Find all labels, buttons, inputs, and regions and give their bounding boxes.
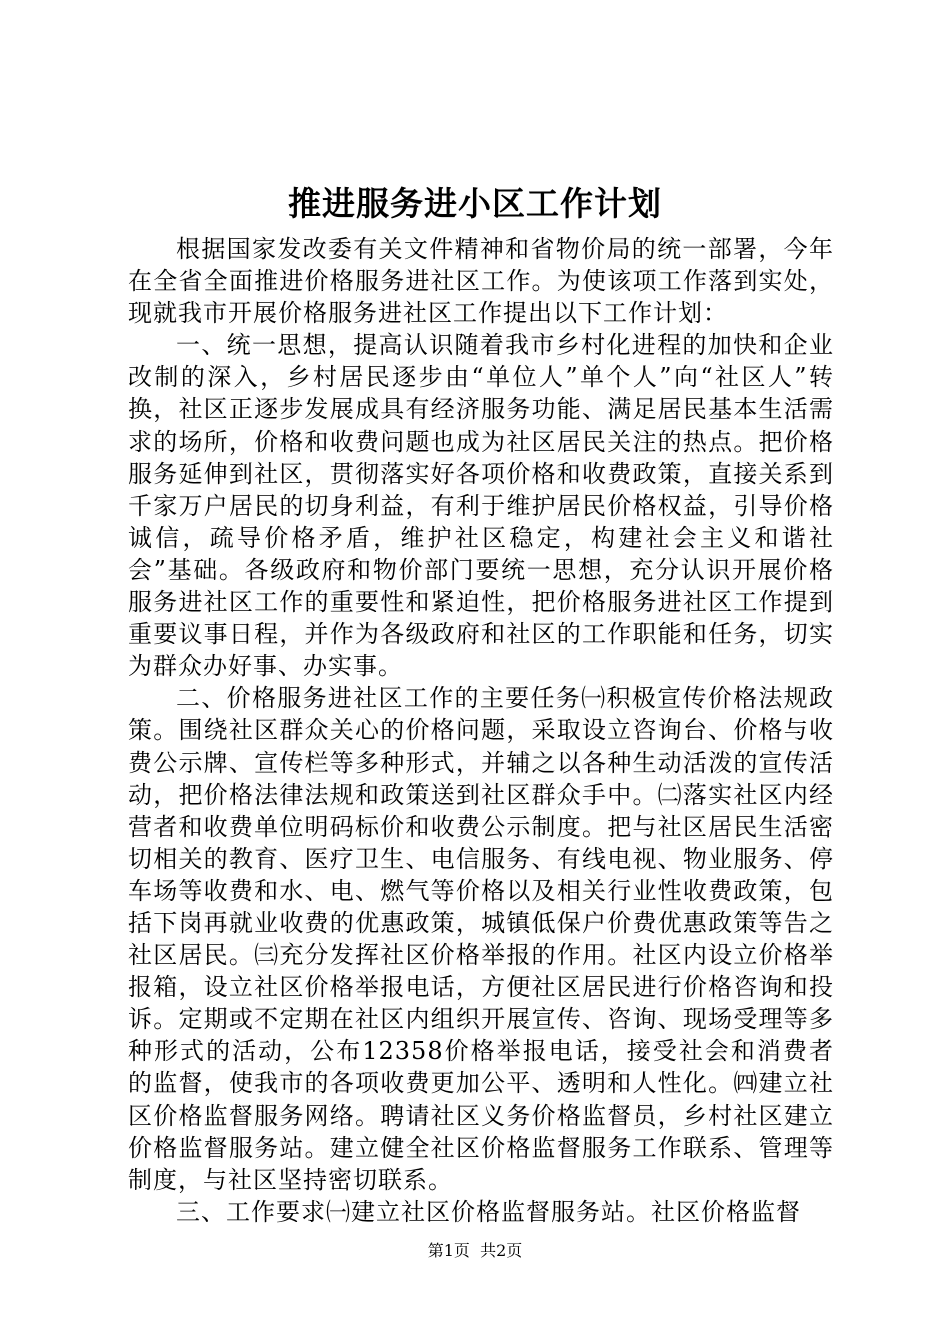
document-title: 推进服务进小区工作计划 [288, 184, 662, 223]
paragraph-intro: 根据国家发改委有关文件精神和省物价局的统一部署，今年在全省全面推进价格服务进社区工作。为使该项工作落到实处，现就我市开展价格服务进社区工作提出以下工作计划： [128, 235, 834, 328]
footer-separator [470, 1241, 480, 1260]
document-body [128, 233, 834, 1228]
page-total: 共2页 [480, 1241, 523, 1260]
paragraph-section-3: 三、工作要求㈠建立社区价格监督服务站。社区价格监督 [176, 1197, 801, 1226]
page-number: 第1页 [427, 1241, 470, 1260]
paragraph-section-1: 一、统一思想，提高认识随着我市乡村化进程的加快和企业改制的深入，乡村居民逐步由“单位人”单个人”向“社区人”转换，社区正逐步发展成具有经济服务功能、满足居民基本生活需求的场所，价格和收费问题也成为社区居民关注的热点。把价格服务延伸到社区，贯彻落实好各项价格和收费政策，直接关系到千家万户居民的切身利益，有利于维护居民价格权益，引导价格诚信，疏导价格矛盾，维护社区稳定，构建社会主义和谐社会”基础。各级政府和物价部门要统一思想，充分认识开展价格服务进社区工作的重要性和紧迫性，把价格服务进社区工作提到重要议事日程，并作为各级政府和社区的工作职能和任务，切实为群众办好事、办实事。 [128, 331, 834, 681]
paragraph-section-2: 二、价格服务进社区工作的主要任务㈠积极宣传价格法规政策。围绕社区群众关心的价格问题，采取设立咨询台、价格与收费公示牌、宣传栏等多种形式，并辅之以各种生动活泼的宣传活动，把价格法律法规和政策送到社区群众手中。㈡落实社区内经营者和收费单位明码标价和收费公示制度。把与社区居民生活密切相关的教育、医疗卫生、电信服务、有线电视、物业服务、停车场等收费和水、电、燃气等价格以及相关行业性收费政策，包括下岗再就业收费的优惠政策，城镇低保户价费优惠政策等告之社区居民。㈢充分发挥社区价格举报的作用。社区内设立价格举报箱，设立社区价格举报电话，方便社区居民进行价格咨询和投诉。定期或不定期在社区内组织开展宣传、咨询、现场受理等多种形式的活动，公布12358价格举报电话，接受社会和消费者的监督，使我市的各项收费更加公平、透明和人性化。㈣建立社区价格监督服务网络。聘请社区义务价格监督员，乡村社区建立价格监督服务站。建立健全社区价格监督服务工作联系、管理等制度，与社区坚持密切联系。 [128, 684, 834, 1194]
page-footer [0, 1240, 950, 1262]
